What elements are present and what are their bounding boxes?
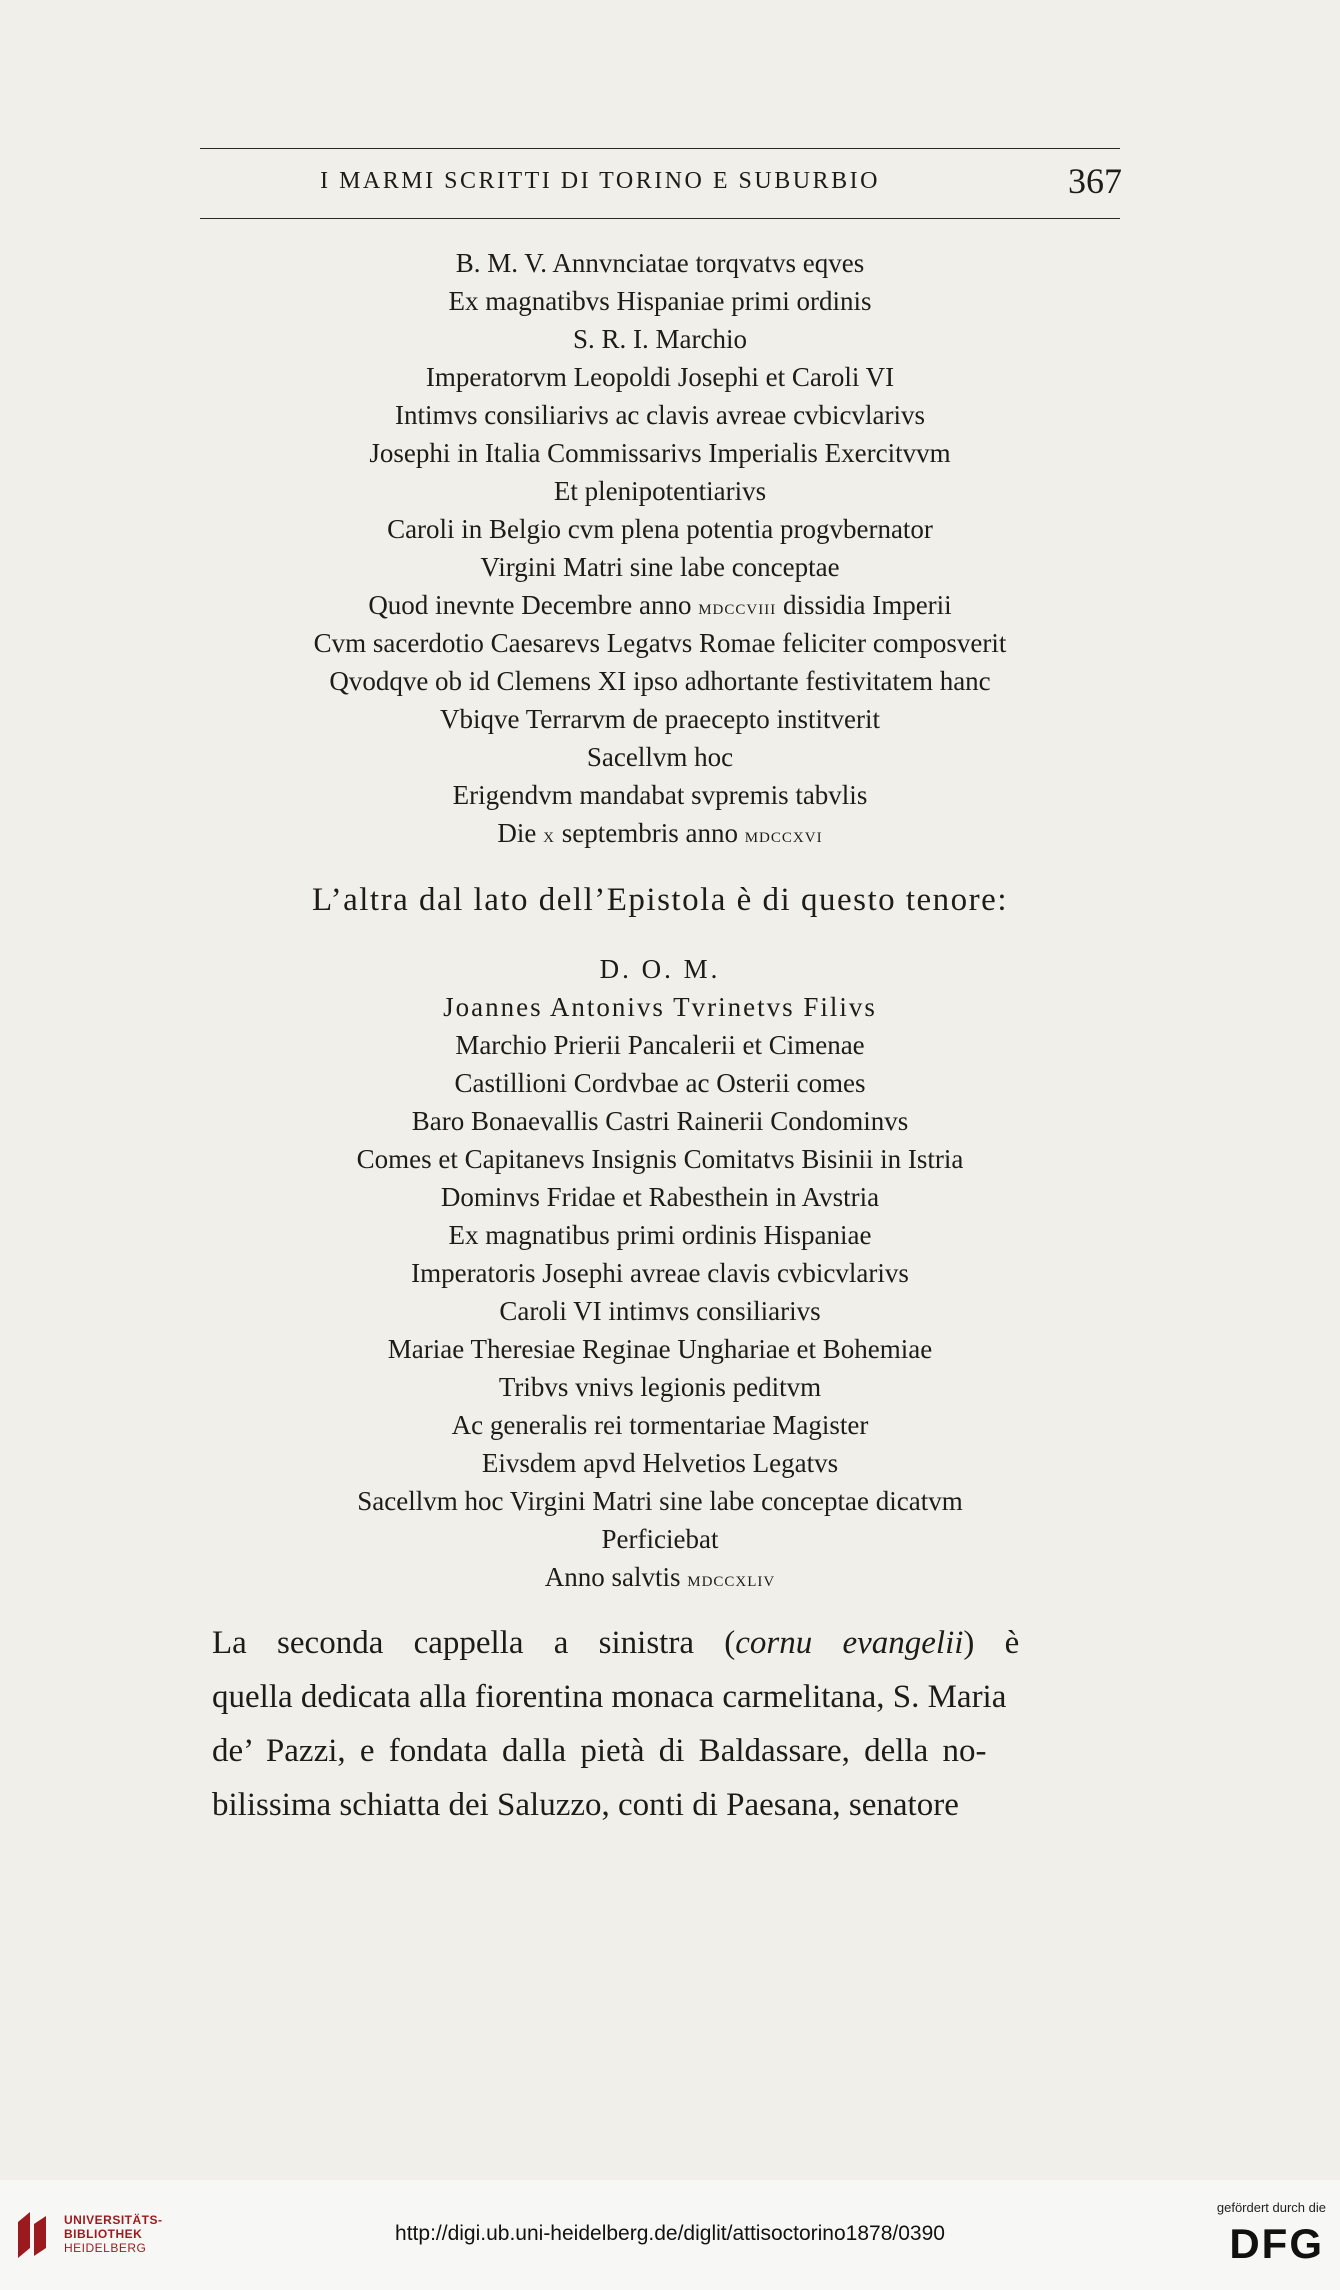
inscription-line: Erigendvm mandabat svpremis tabvlis: [452, 780, 868, 810]
inscription-line: Et plenipotentiarivs: [553, 476, 767, 506]
inscription-line: [190, 586, 1130, 624]
line-text: [212, 1616, 1019, 1670]
sponsor-label: gefördert durch die: [1216, 2200, 1326, 2215]
inscription-line: Castillioni Cordvbae ac Osterii comes: [454, 1068, 866, 1098]
line-text: de’ Pazzi, e fondata dalla pietà di Baldassare, della no-: [212, 1733, 987, 1769]
line-text: dissidia Imperii: [776, 590, 952, 620]
inscription-line: Caroli in Belgio cvm plena potentia progvbernator: [387, 514, 933, 544]
inscription-heading: D. O. M.: [599, 954, 721, 984]
inscription-line: Sacellvm hoc: [586, 742, 734, 772]
header-bottom-rule: [200, 218, 1120, 219]
text-segment: La seconda cappella a sinistra (: [212, 1625, 736, 1661]
page-number: 367: [1068, 161, 1122, 201]
inscription-line: Ex magnatibvs Hispaniae primi ordinis: [448, 286, 872, 316]
inscription-line: S. R. I. Marchio: [573, 324, 747, 354]
library-logo-icon: [14, 2208, 54, 2260]
inscription-line: Vbiqve Terrarvm de praecepto institverit: [440, 704, 880, 734]
inscription-line: Ex magnatibus primi ordinis Hispaniae: [448, 1220, 872, 1250]
inscription-line: Eivsdem apvd Helvetios Legatvs: [481, 1448, 839, 1478]
inscription-line: [190, 814, 1130, 852]
institution-name: [64, 2213, 163, 2255]
intro-sentence: L’altra dal lato dell’Epistola è di questo tenore:: [311, 882, 1008, 918]
inscription-line: Baro Bonaevallis Castri Rainerii Condominvs: [411, 1106, 909, 1136]
inscription-line: Joannes Antonivs Tvrinetvs Filivs: [443, 992, 877, 1022]
inscription-line: [190, 1558, 1130, 1596]
inscription-line: B. M. V. Annvnciatae torqvatvs eqves: [455, 248, 865, 278]
inscription-line: Ac generalis rei tormentariae Magister: [451, 1410, 869, 1440]
inscription-line: Caroli VI intimvs consiliarivs: [499, 1296, 821, 1326]
inscription-line: Imperatorvm Leopoldi Josephi et Caroli VI: [425, 362, 895, 392]
line-text: Anno salvtis: [544, 1562, 688, 1592]
inscription-line: Josephi in Italia Commissarivs Imperialis Exercitvvm: [369, 438, 951, 468]
inscription-line: Comes et Capitanevs Insignis Comitatvs Bisinii in Istria: [356, 1144, 964, 1174]
inscription-line: Qvodqve ob id Clemens XI ipso adhortante festivitatem hanc: [329, 666, 991, 696]
inscription-1: [190, 244, 1130, 852]
line-text: Quod inevnte Decembre anno: [368, 590, 699, 620]
institution-line: UNIVERSITÄTS-: [64, 2213, 163, 2227]
inscription-line: Marchio Prierii Pancalerii et Cimenae: [455, 1030, 865, 1060]
inscription-line: Perficiebat: [601, 1524, 719, 1554]
dfg-logo[interactable]: DFG: [1229, 2220, 1324, 2267]
inscription-line: Sacellvm hoc Virgini Matri sine labe conceptae dicatvm: [357, 1486, 963, 1516]
paragraph-line: [212, 1670, 1108, 1724]
line-text: septembris anno: [555, 818, 745, 848]
inscription-line: Virgini Matri sine labe conceptae: [480, 552, 840, 582]
text-segment: ) è: [963, 1625, 1020, 1661]
running-title: I MARMI SCRITTI DI TORINO E SUBURBIO: [320, 168, 880, 194]
inscription-line: Dominvs Fridae et Rabesthein in Avstria: [440, 1182, 880, 1212]
institution-line: HEIDELBERG: [64, 2241, 147, 2255]
inscription-2: [190, 950, 1130, 1596]
roman-year: mdccviii: [698, 594, 777, 619]
permalink-url[interactable]: http://digi.ub.uni-heidelberg.de/diglit/attisoctorino1878/0390: [395, 2222, 945, 2245]
roman-year: mdccxliv: [687, 1566, 776, 1591]
line-text: bilissima schiatta dei Saluzzo, conti di Paesana, senatore: [212, 1787, 959, 1823]
university-logo[interactable]: [14, 2208, 163, 2260]
paragraph-line: [212, 1778, 1108, 1832]
line-text: quella dedicata alla fiorentina monaca carmelitana, S. Maria: [212, 1679, 1007, 1715]
inscription-line: Mariae Theresiae Reginae Unghariae et Bohemiae: [387, 1334, 933, 1364]
inscription-line: Tribvs vnivs legionis peditvm: [498, 1372, 822, 1402]
italic-phrase: cornu evangelii: [735, 1625, 964, 1661]
institution-line: BIBLIOTHEK: [64, 2227, 143, 2241]
inscription-line: Intimvs consiliarivs ac clavis avreae cvbicvlarivs: [394, 400, 926, 430]
inscription-line: Imperatoris Josephi avreae clavis cvbicvlarivs: [411, 1258, 909, 1288]
inscription-line: Cvm sacerdotio Caesarevs Legatvs Romae feliciter composverit: [313, 628, 1007, 658]
paragraph-line: [212, 1616, 1108, 1670]
header-top-rule: [200, 148, 1120, 149]
paragraph-line: [212, 1724, 1108, 1778]
line-text: Die: [497, 818, 544, 848]
roman-year: mdccxvi: [744, 822, 823, 847]
body-paragraph: [212, 1616, 1108, 1832]
roman-day: x: [543, 822, 555, 847]
